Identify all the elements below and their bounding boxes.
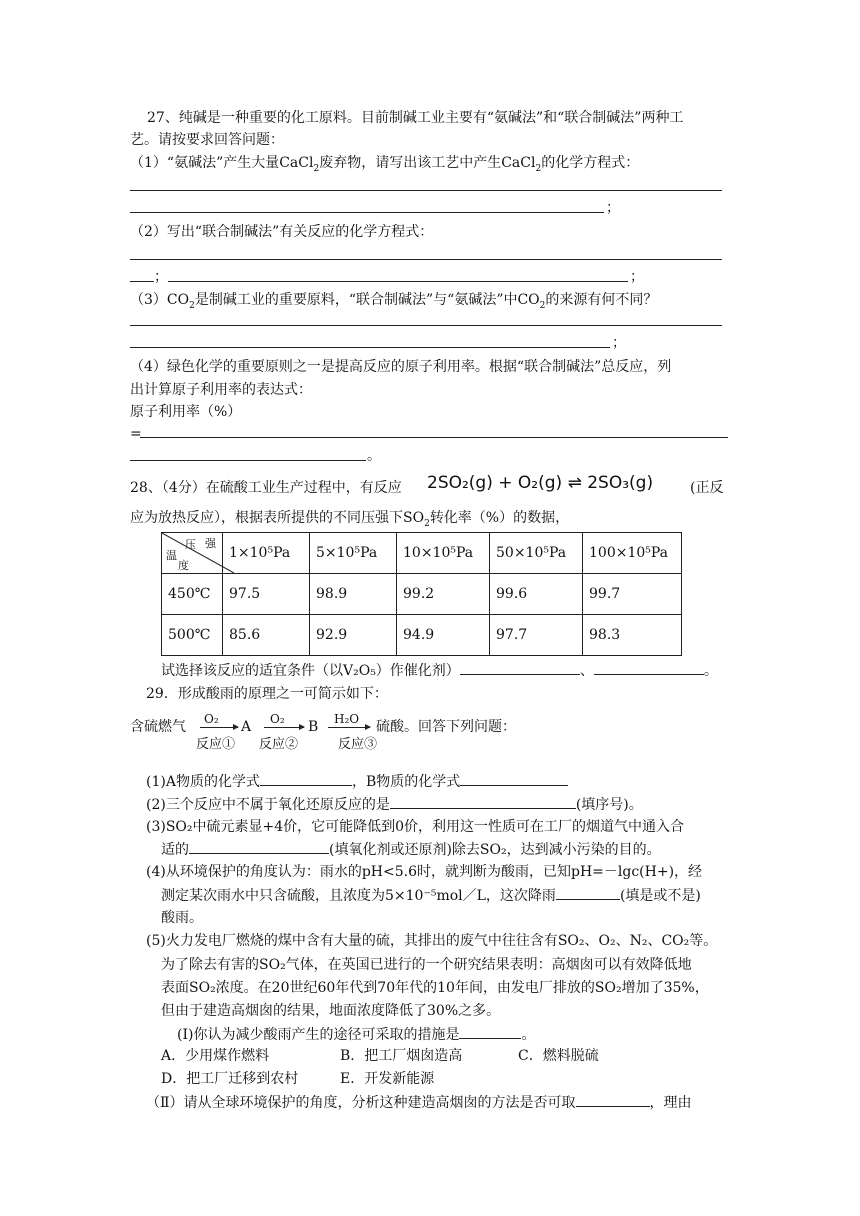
q29-sub3-line1: (3)SO₂中硫元素显+4价，它可能降低到0价，利用这一性质可在工厂的烟道气中通入合: [146, 819, 685, 835]
reaction-label: 反应①: [196, 737, 236, 752]
q27-part2: （2）写出“联合制碱法”有关反应的化学方程式：: [130, 224, 434, 240]
q28-line1: 28、（4分）在硫酸工业生产过程中，有反应: [130, 480, 402, 496]
option-a[interactable]: A．少用煤作燃料: [161, 1048, 270, 1064]
q27-part4-line2: 出计算原子利用率的表达式：: [130, 382, 312, 398]
q29-sub3-line2: 适的 (填氧化剂或还原剂)除去SO₂，达到减小污染的目的。: [161, 839, 661, 860]
answer-blank[interactable]: [390, 794, 576, 809]
q27-part4-line3: 原子利用率（%）: [130, 404, 242, 420]
q27-intro-line2: 艺。请按要求回答问题：: [130, 132, 284, 148]
q29-sub5-line1: (5)火力发电厂燃烧的煤中含有大量的硫，其排出的废气中往往含有SO₂、O₂、N₂、CO₂等。: [146, 933, 718, 949]
arrow-right-icon: [328, 727, 370, 728]
table-cell: 97.5: [223, 574, 310, 615]
table-cell-temp: 450℃: [162, 574, 223, 615]
substance-a: A: [241, 719, 252, 735]
q29-sub4-line1: (4)从环境保护的角度认为：雨水的pH<5.6时，就判断为酸雨，已知pH=－lgc(H+)，经: [146, 864, 703, 880]
table-cell: 97.7: [490, 615, 583, 656]
arrow-right-icon: [264, 727, 304, 728]
table-row: [162, 574, 682, 615]
h2o-label: H₂O: [334, 712, 360, 726]
table-cell-temp: 500℃: [162, 615, 223, 656]
table-corner-cell: [162, 533, 223, 574]
q29-sub4-line3: 酸雨。: [161, 910, 203, 926]
answer-blank[interactable]: [460, 771, 568, 786]
q28-equation: 2SO₂(g) + O₂(g) ⇌ 2SO₃(g): [427, 473, 654, 493]
reaction-label: 反应②: [259, 737, 299, 752]
answer-blank[interactable]: [594, 660, 704, 675]
answer-blank[interactable]: [459, 1024, 521, 1039]
semicolon: ；: [154, 269, 168, 285]
q28-ask: 试选择该反应的适宜条件（以V₂O₅）作催化剂） 、 。: [161, 660, 718, 681]
period: 。: [367, 448, 381, 464]
table-header-cell: 1×10⁵Pa: [223, 533, 310, 574]
q29-product: 硫酸。回答下列问题：: [376, 719, 516, 735]
q29-sub5-line3: 表面SO₂浓度。在20世纪60年代到70年代的10年间，由发电厂排放的SO₂增加了35%，: [161, 980, 709, 996]
q27-answer-line-2a[interactable]: [130, 259, 722, 260]
q27-answer-line-2c[interactable]: [168, 281, 628, 282]
q27-answer-line-1a[interactable]: [130, 190, 722, 191]
q29-ii: （Ⅱ）请从全球环境保护的角度，分析这种建造高烟囱的方法是否可取 ，理由: [146, 1092, 692, 1113]
q29-sub4-line2: 测定某次雨水中只含硫酸，且浓度为5×10⁻⁵mol／L，这次降雨 (填是或不是): [161, 885, 701, 906]
table-cell: 85.6: [223, 615, 310, 656]
q27-answer-line-1b[interactable]: [130, 212, 604, 213]
table-cell: 92.9: [310, 615, 397, 656]
table-header-cell: 100×10⁵Pa: [583, 533, 682, 574]
q29-title: 29．形成酸雨的原理之一可简示如下：: [146, 686, 388, 702]
table-row: [162, 615, 682, 656]
table-cell: 94.9: [397, 615, 490, 656]
q27-part3: $(3)CO_2$是制碱工业的重要原料，“联合制碱法”与“氨碱法”中$CO_2$的来源有何不同？: [130, 292, 658, 311]
semicolon: ；: [606, 200, 620, 216]
o2-label: O₂: [204, 712, 219, 726]
corner-label: 度: [178, 559, 189, 572]
answer-blank[interactable]: [556, 885, 620, 900]
semicolon: ；: [630, 269, 644, 285]
q29-sub2: (2)三个反应中不属于氧化还原反应的是 (填序号)。: [146, 794, 643, 815]
answer-blank[interactable]: [189, 839, 329, 854]
table-cell: 98.9: [310, 574, 397, 615]
table-header-row: [162, 533, 682, 574]
q28-line1-end: (正反: [690, 480, 724, 496]
q29-sub5-line4: 但由于建造高烟囱的结果，地面浓度降低了30%之多。: [161, 1003, 501, 1019]
corner-label: 温: [166, 549, 177, 562]
q27-answer-line-3b[interactable]: [130, 347, 610, 348]
table-cell: 99.7: [583, 574, 682, 615]
corner-label: 强: [205, 537, 216, 550]
substance-b: B: [308, 719, 319, 735]
q28-line2: 应为放热反应），根据表所提供的不同压强下$SO_2$转化率（%）的数据，: [130, 510, 570, 529]
table-header-cell: 10×10⁵Pa: [397, 533, 490, 574]
o2-label: O₂: [270, 712, 285, 726]
table-cell: 99.2: [397, 574, 490, 615]
conversion-table: [161, 532, 682, 656]
answer-blank[interactable]: [260, 771, 352, 786]
semicolon: ；: [612, 335, 626, 351]
answer-blank[interactable]: [460, 660, 580, 675]
equals-sign: =: [130, 426, 142, 442]
q27-answer-line-3a[interactable]: [130, 325, 722, 326]
q29-i: (Ⅰ)你认为减少酸雨产生的途径可采取的措施是 。: [177, 1024, 535, 1045]
q29-sub1: (1)A物质的化学式 ，B物质的化学式: [146, 771, 568, 792]
option-d[interactable]: D．把工厂迁移到农村: [161, 1071, 299, 1087]
option-e[interactable]: E．开发新能源: [340, 1071, 435, 1087]
option-b[interactable]: B．把工厂烟囱造高: [340, 1048, 463, 1064]
option-c[interactable]: C．燃料脱硫: [518, 1048, 599, 1064]
q29-sub5-line2: 为了除去有害的SO₂气体，在英国已进行的一个研究结果表明：高烟囱可以有效降低地: [161, 957, 692, 973]
table-cell: 99.6: [490, 574, 583, 615]
q29-start: 含硫燃气: [130, 719, 186, 735]
table-header-cell: 50×10⁵Pa: [490, 533, 583, 574]
arrow-right-icon: [200, 727, 238, 728]
corner-label: 压: [185, 538, 196, 551]
q27-answer-line-4b[interactable]: [130, 460, 366, 461]
table-cell: 98.3: [583, 615, 682, 656]
answer-blank[interactable]: [576, 1092, 650, 1107]
q27-part1: （1）“氨碱法”产生大量CaCl$_2$废弃物，请写出该工艺中产生CaCl$_2$的化学方程式：: [130, 155, 640, 174]
q27-answer-line-4a[interactable]: [140, 437, 728, 438]
q27-answer-line-2b[interactable]: [130, 281, 154, 282]
reaction-label: 反应③: [338, 737, 378, 752]
table-header-cell: 5×10⁵Pa: [310, 533, 397, 574]
q27-part4-line1: （4）绿色化学的重要原则之一是提高反应的原子利用率。根据“联合制碱法”总反应，列: [130, 359, 672, 375]
q27-intro-line1: 27、纯碱是一种重要的化工原料。目前制碱工业主要有“氨碱法”和“联合制碱法”两种工: [147, 110, 684, 126]
